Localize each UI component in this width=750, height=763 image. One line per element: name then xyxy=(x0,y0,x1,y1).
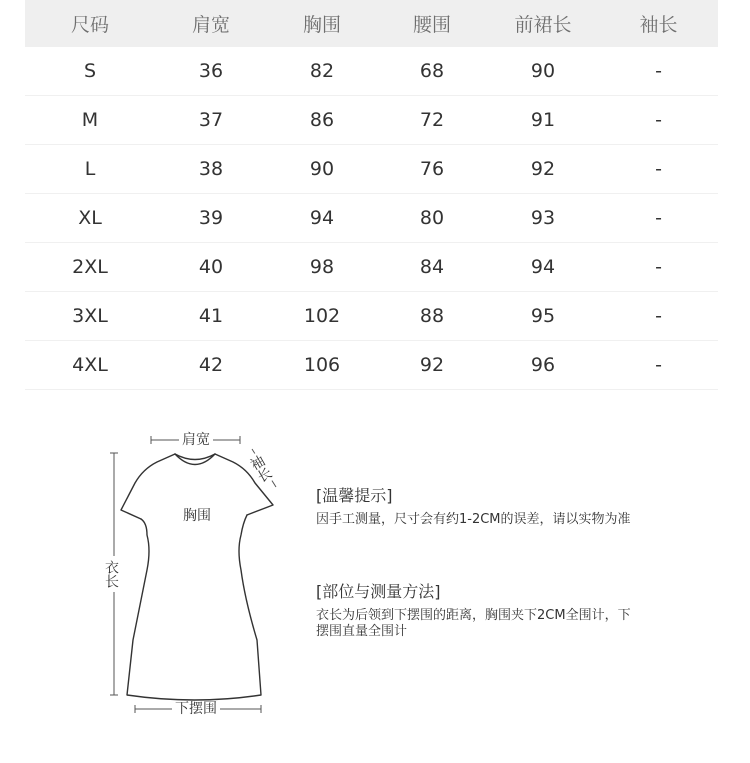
table-header-row xyxy=(25,0,718,47)
table-cell: 72 xyxy=(377,96,487,145)
tips-body: 因手工测量，尺寸会有约1-2CM的误差，请以实物为准 xyxy=(316,512,631,527)
tips-title: [温馨提示] xyxy=(316,486,393,505)
table-cell: 76 xyxy=(377,145,487,194)
table-cell: 90 xyxy=(487,47,599,96)
table-row xyxy=(25,292,718,341)
table-row xyxy=(25,47,718,96)
table-cell: 92 xyxy=(487,145,599,194)
table-cell: 98 xyxy=(267,243,377,292)
table-row xyxy=(25,194,718,243)
table-cell: - xyxy=(599,194,718,243)
table-cell: 3XL xyxy=(25,292,155,341)
header-sleeve: 袖长 xyxy=(599,0,718,47)
table-cell: L xyxy=(25,145,155,194)
table-cell: 96 xyxy=(487,341,599,390)
table-cell: - xyxy=(599,292,718,341)
method-body: 衣长为后领到下摆围的距离，胸围夹下2CM全围计，下摆围直量全围计 xyxy=(316,608,631,639)
table-cell: 102 xyxy=(267,292,377,341)
table-cell: XL xyxy=(25,194,155,243)
chest-label: 胸围 xyxy=(183,508,211,524)
header-front-length: 前裙长 xyxy=(487,0,599,47)
table-cell: - xyxy=(599,47,718,96)
table-row xyxy=(25,96,718,145)
table-cell: - xyxy=(599,341,718,390)
table-cell: - xyxy=(599,243,718,292)
table-cell: 36 xyxy=(155,47,267,96)
table-cell: 88 xyxy=(377,292,487,341)
tips-section xyxy=(316,486,656,528)
header-size: 尺码 xyxy=(25,0,155,47)
measurement-method-section xyxy=(316,582,656,640)
table-cell: 82 xyxy=(267,47,377,96)
sleeve-length-label: 袖长 xyxy=(246,452,274,486)
table-row xyxy=(25,243,718,292)
table-cell: 93 xyxy=(487,194,599,243)
hem-label: 下摆围 xyxy=(172,702,220,716)
header-waist: 腰围 xyxy=(377,0,487,47)
table-cell: 39 xyxy=(155,194,267,243)
table-cell: 91 xyxy=(487,96,599,145)
table-cell: 92 xyxy=(377,341,487,390)
table-cell: 95 xyxy=(487,292,599,341)
table-cell: 90 xyxy=(267,145,377,194)
table-cell: 2XL xyxy=(25,243,155,292)
header-chest: 胸围 xyxy=(267,0,377,47)
dress-measurement-diagram xyxy=(95,425,295,725)
shoulder-width-label: 肩宽 xyxy=(179,433,213,447)
table-cell: 84 xyxy=(377,243,487,292)
size-chart-table xyxy=(25,0,718,390)
table-cell: 80 xyxy=(377,194,487,243)
table-cell: - xyxy=(599,145,718,194)
header-shoulder: 肩宽 xyxy=(155,0,267,47)
table-cell: S xyxy=(25,47,155,96)
table-cell: 68 xyxy=(377,47,487,96)
table-cell: - xyxy=(599,96,718,145)
table-cell: 42 xyxy=(155,341,267,390)
table-cell: 41 xyxy=(155,292,267,341)
table-cell: M xyxy=(25,96,155,145)
table-cell: 4XL xyxy=(25,341,155,390)
table-cell: 94 xyxy=(267,194,377,243)
table-cell: 40 xyxy=(155,243,267,292)
table-row xyxy=(25,341,718,390)
table-cell: 37 xyxy=(155,96,267,145)
table-cell: 94 xyxy=(487,243,599,292)
table-cell: 38 xyxy=(155,145,267,194)
method-title: [部位与测量方法] xyxy=(316,582,441,601)
garment-length-label: 衣长 xyxy=(104,556,118,592)
table-cell: 86 xyxy=(267,96,377,145)
table-row xyxy=(25,145,718,194)
table-cell: 106 xyxy=(267,341,377,390)
